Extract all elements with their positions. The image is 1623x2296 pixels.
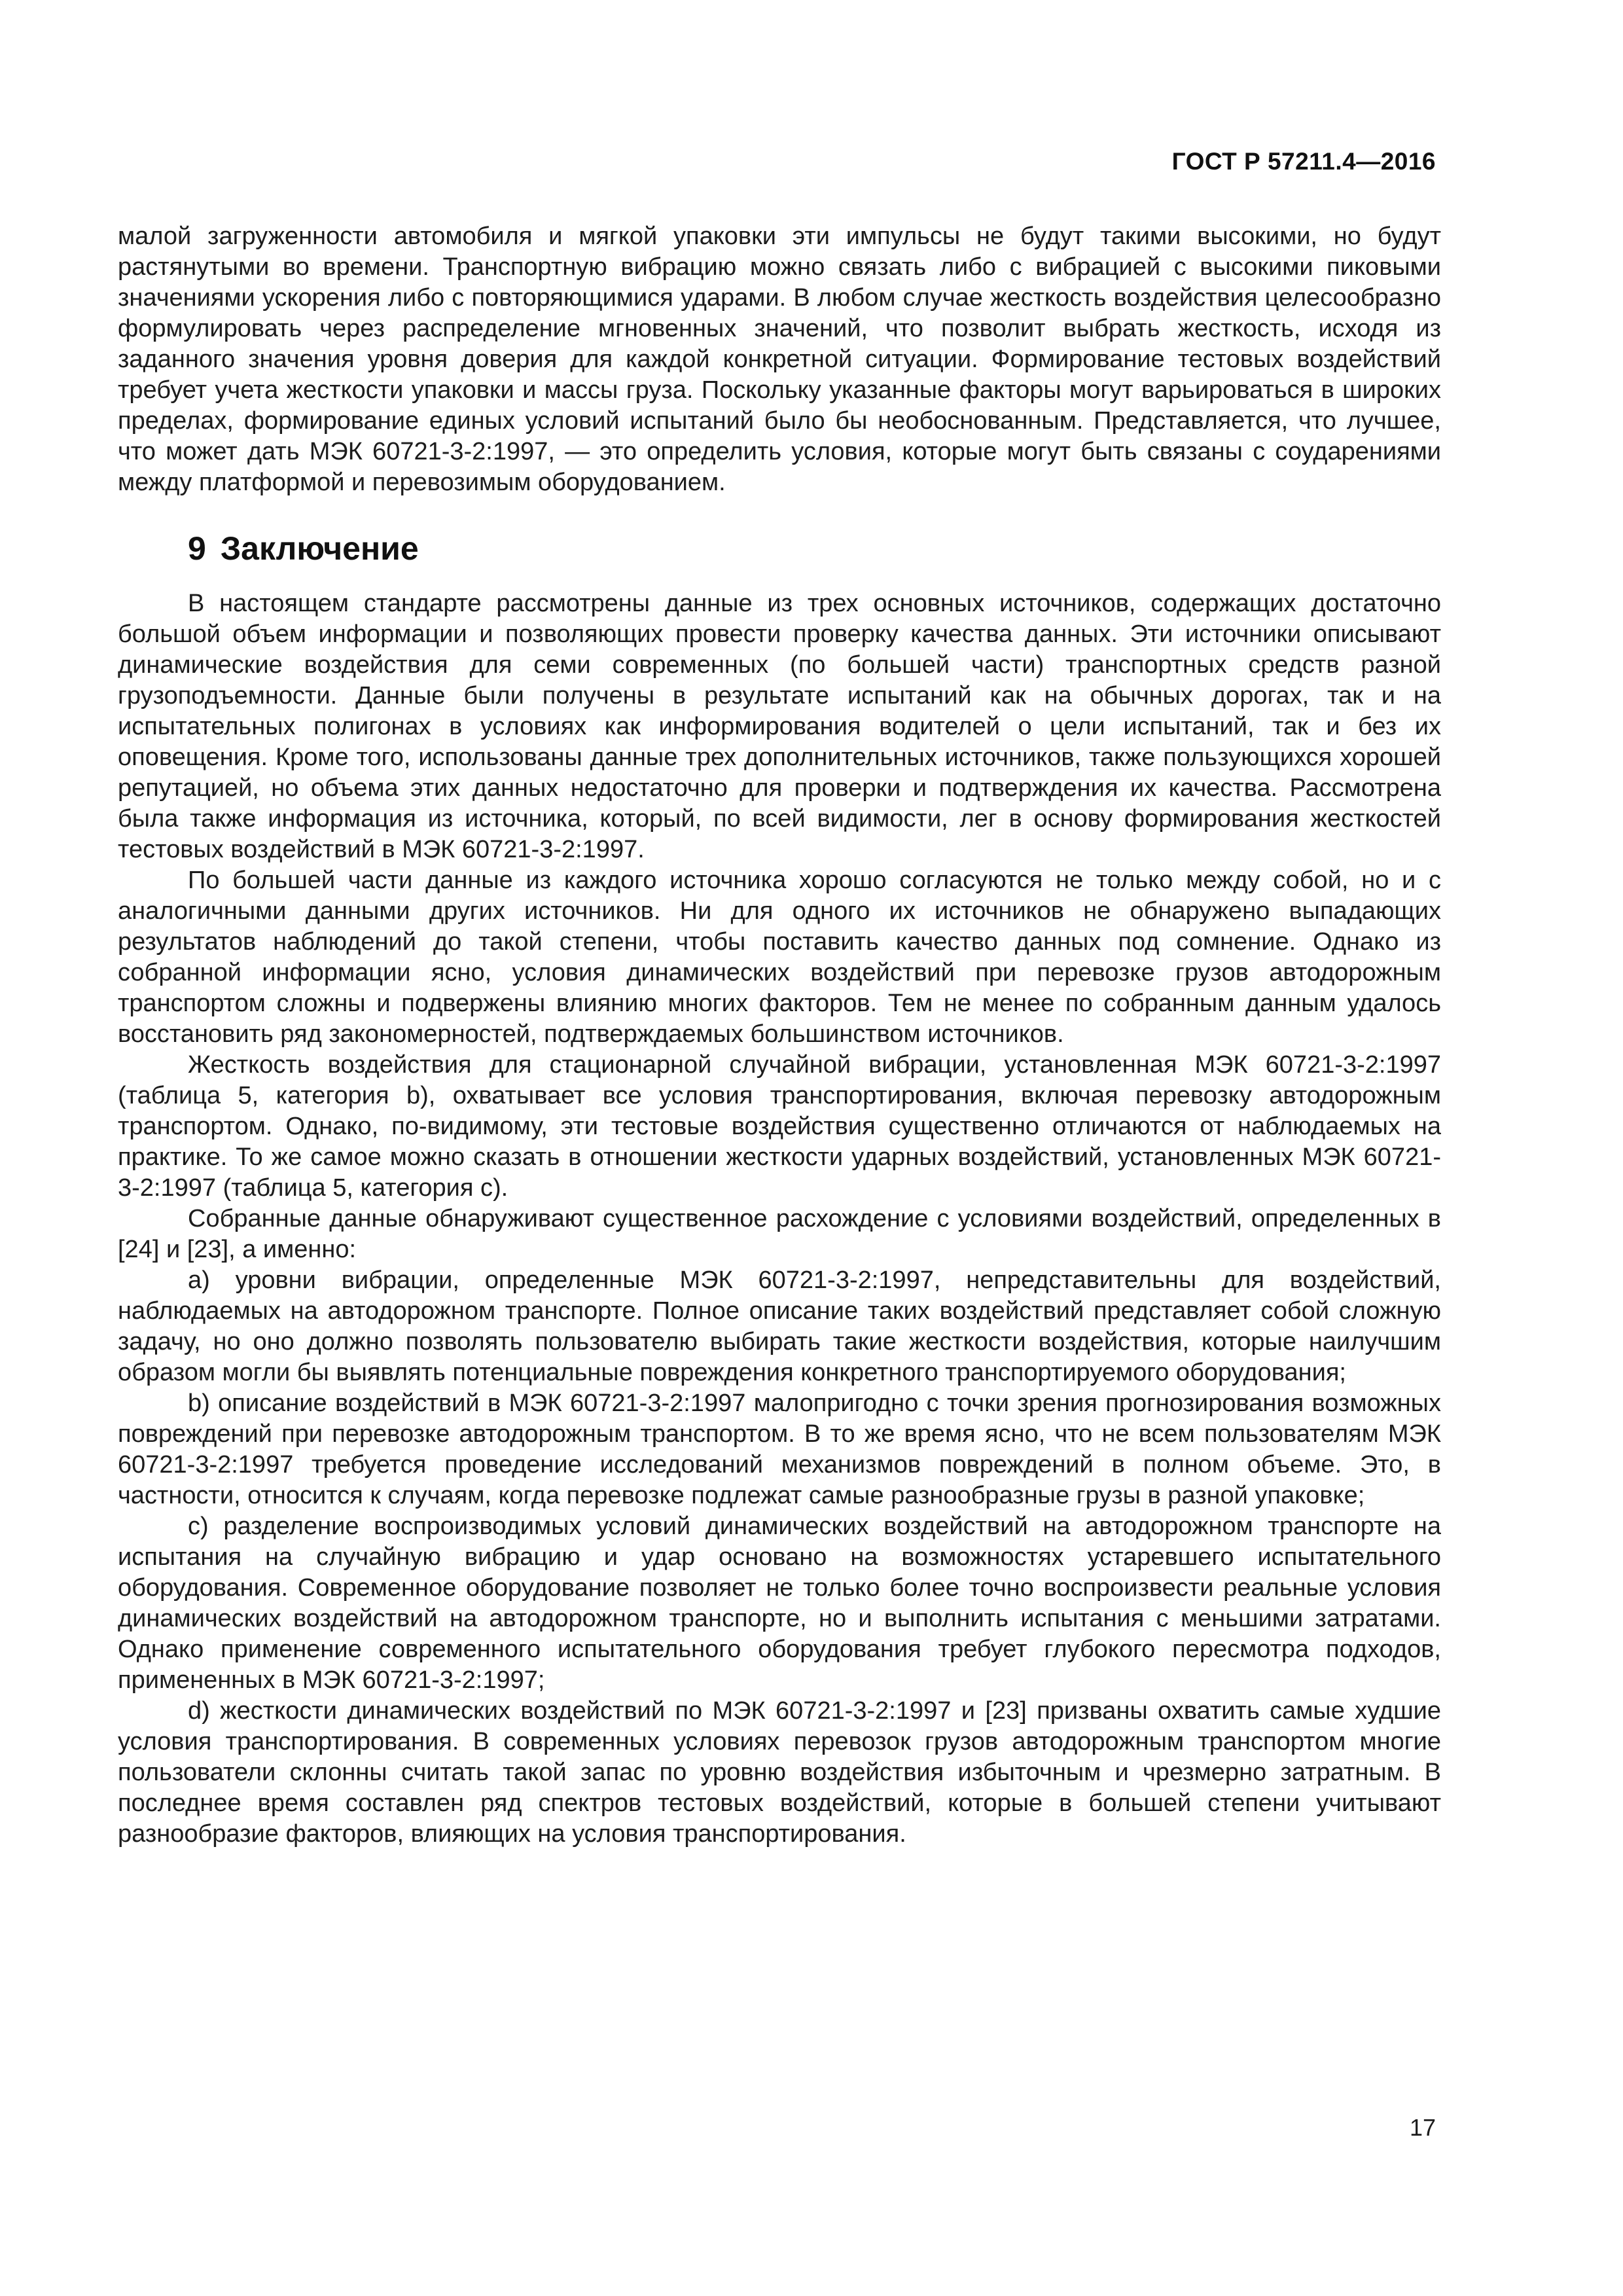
section-number: 9 xyxy=(188,530,206,567)
document-body xyxy=(118,221,1441,1850)
body-paragraph: Собранные данные обнаруживают существенное расхождение с условиями воздействий, определенных в [24] и [23], а именно: xyxy=(118,1205,1441,1263)
body-paragraph: По большей части данные из каждого источника хорошо согласуются не только между собой, но и с аналогичными данными других источников. Ни для одного их источников не обнаружено выпадающих результатов наблюдений до такой степени, чтобы поставить качество данных под сомнение. Однако из собранной информации ясно, условия динамических воздействий при перевозке грузов автодорожным транспортом сложны и подвержены влиянию многих факторов. Тем не менее по собранным данным удалось восстановить ряд закономерностей, подтверждаемых большинством источников. xyxy=(118,867,1441,1048)
page-number: 17 xyxy=(1409,2114,1436,2141)
list-item-b: b) описание воздействий в МЭК 60721-3-2:1997 малопригодно с точки зрения прогнозирования возможных повреждений при перевозке автодорожным транспортом. В то же время ясно, что не всем пользователям МЭК 60721-3-2:1997 требуется проведение исследований механизмов повреждений в полном объеме. Это, в частности, относится к случаям, когда перевозке подлежат самые разнообразные грузы в разной упаковке; xyxy=(118,1390,1441,1509)
body-paragraph: Жесткость воздействия для стационарной случайной вибрации, установленная МЭК 60721-3-2:1997 (таблица 5, категория b), охватывает все условия транспортирования, включая перевозку автодорожным транспортом. Однако, по-видимому, эти тестовые воздействия существенно отличаются от наблюдаемых на практике. То же самое можно сказать в отношении жесткости ударных воздействий, установленных МЭК 60721-3-2:1997 (таблица 5, категория c). xyxy=(118,1051,1441,1202)
body-paragraph: В настоящем стандарте рассмотрены данные из трех основных источников, содержащих достаточно большой объем информации и позволяющих провести проверку качества данных. Эти источники описывают динамические воздействия для семи современных (по большей части) транспортных средств разной грузоподъемности. Данные были получены в результате испытаний как на обычных дорогах, так и на испытательных полигонах в условиях как информирования водителей о цели испытаний, так и без их оповещения. Кроме того, использованы данные трех дополнительных источников, также пользующихся хорошей репутацией, но объема этих данных недостаточно для проверки и подтверждения их качества. Рассмотрена была также информация из источника, который, по всей видимости, лег в основу формирования жесткостей тестовых воздействий в МЭК 60721-3-2:1997. xyxy=(118,590,1441,863)
section-heading xyxy=(118,528,1441,569)
document-code-header: ГОСТ Р 57211.4—2016 xyxy=(1171,148,1436,175)
list-item-d: d) жесткости динамических воздействий по МЭК 60721-3-2:1997 и [23] призваны охватить самые худшие условия транспортирования. В современных условиях перевозок грузов автодорожным транспортом многие пользователи склонны считать такой запас по уровню воздействия избыточным и чрезмерно затратным. В последнее время составлен ряд спектров тестовых воздействий, которые в большей степени учитывают разнообразие факторов, влияющих на условия транспортирования. xyxy=(118,1697,1441,1848)
list-item-c: c) разделение воспроизводимых условий динамических воздействий на автодорожном транспорте на испытания на случайную вибрацию и удар основано на возможностях устаревшего испытательного оборудования. Современное оборудование позволяет не только более точно воспроизвести реальные условия динамических воздействий на автодорожном транспорте, но и выполнить испытания с меньшими затратами. Однако применение современного испытательного оборудования требует глубокого пересмотра подходов, примененных в МЭК 60721-3-2:1997; xyxy=(118,1513,1441,1694)
intro-paragraph: малой загруженности автомобиля и мягкой упаковки эти импульсы не будут такими высокими, но будут растянутыми во времени. Транспортную вибрацию можно связать либо с вибрацией с высокими пиковыми значениями ускорения либо с повторяющимися ударами. В любом случае жесткость воздействия целесообразно формулировать через распределение мгновенных значений, что позволит выбрать жесткость, исходя из заданного значения уровня доверия для каждой конкретной ситуации. Формирование тестовых воздействий требует учета жесткости упаковки и массы груза. Поскольку указанные факторы могут варьироваться в широких пределах, формирование единых условий испытаний было бы необоснованным. Представляется, что лучшее, что может дать МЭК 60721-3-2:1997, — это определить условия, которые могут быть связаны с соударениями между платформой и перевозимым оборудованием. xyxy=(118,223,1441,496)
list-item-a: а) уровни вибрации, определенные МЭК 60721-3-2:1997, непредставительны для воздействий, наблюдаемых на автодорожном транспорте. Полное описание таких воздействий представляет собой сложную задачу, но оно должно позволять пользователю выбирать такие жесткости воздействия, которые наилучшим образом могли бы выявлять потенциальные повреждения конкретного транспортируемого оборудования; xyxy=(118,1266,1441,1386)
section-title-text: Заключение xyxy=(220,530,419,567)
